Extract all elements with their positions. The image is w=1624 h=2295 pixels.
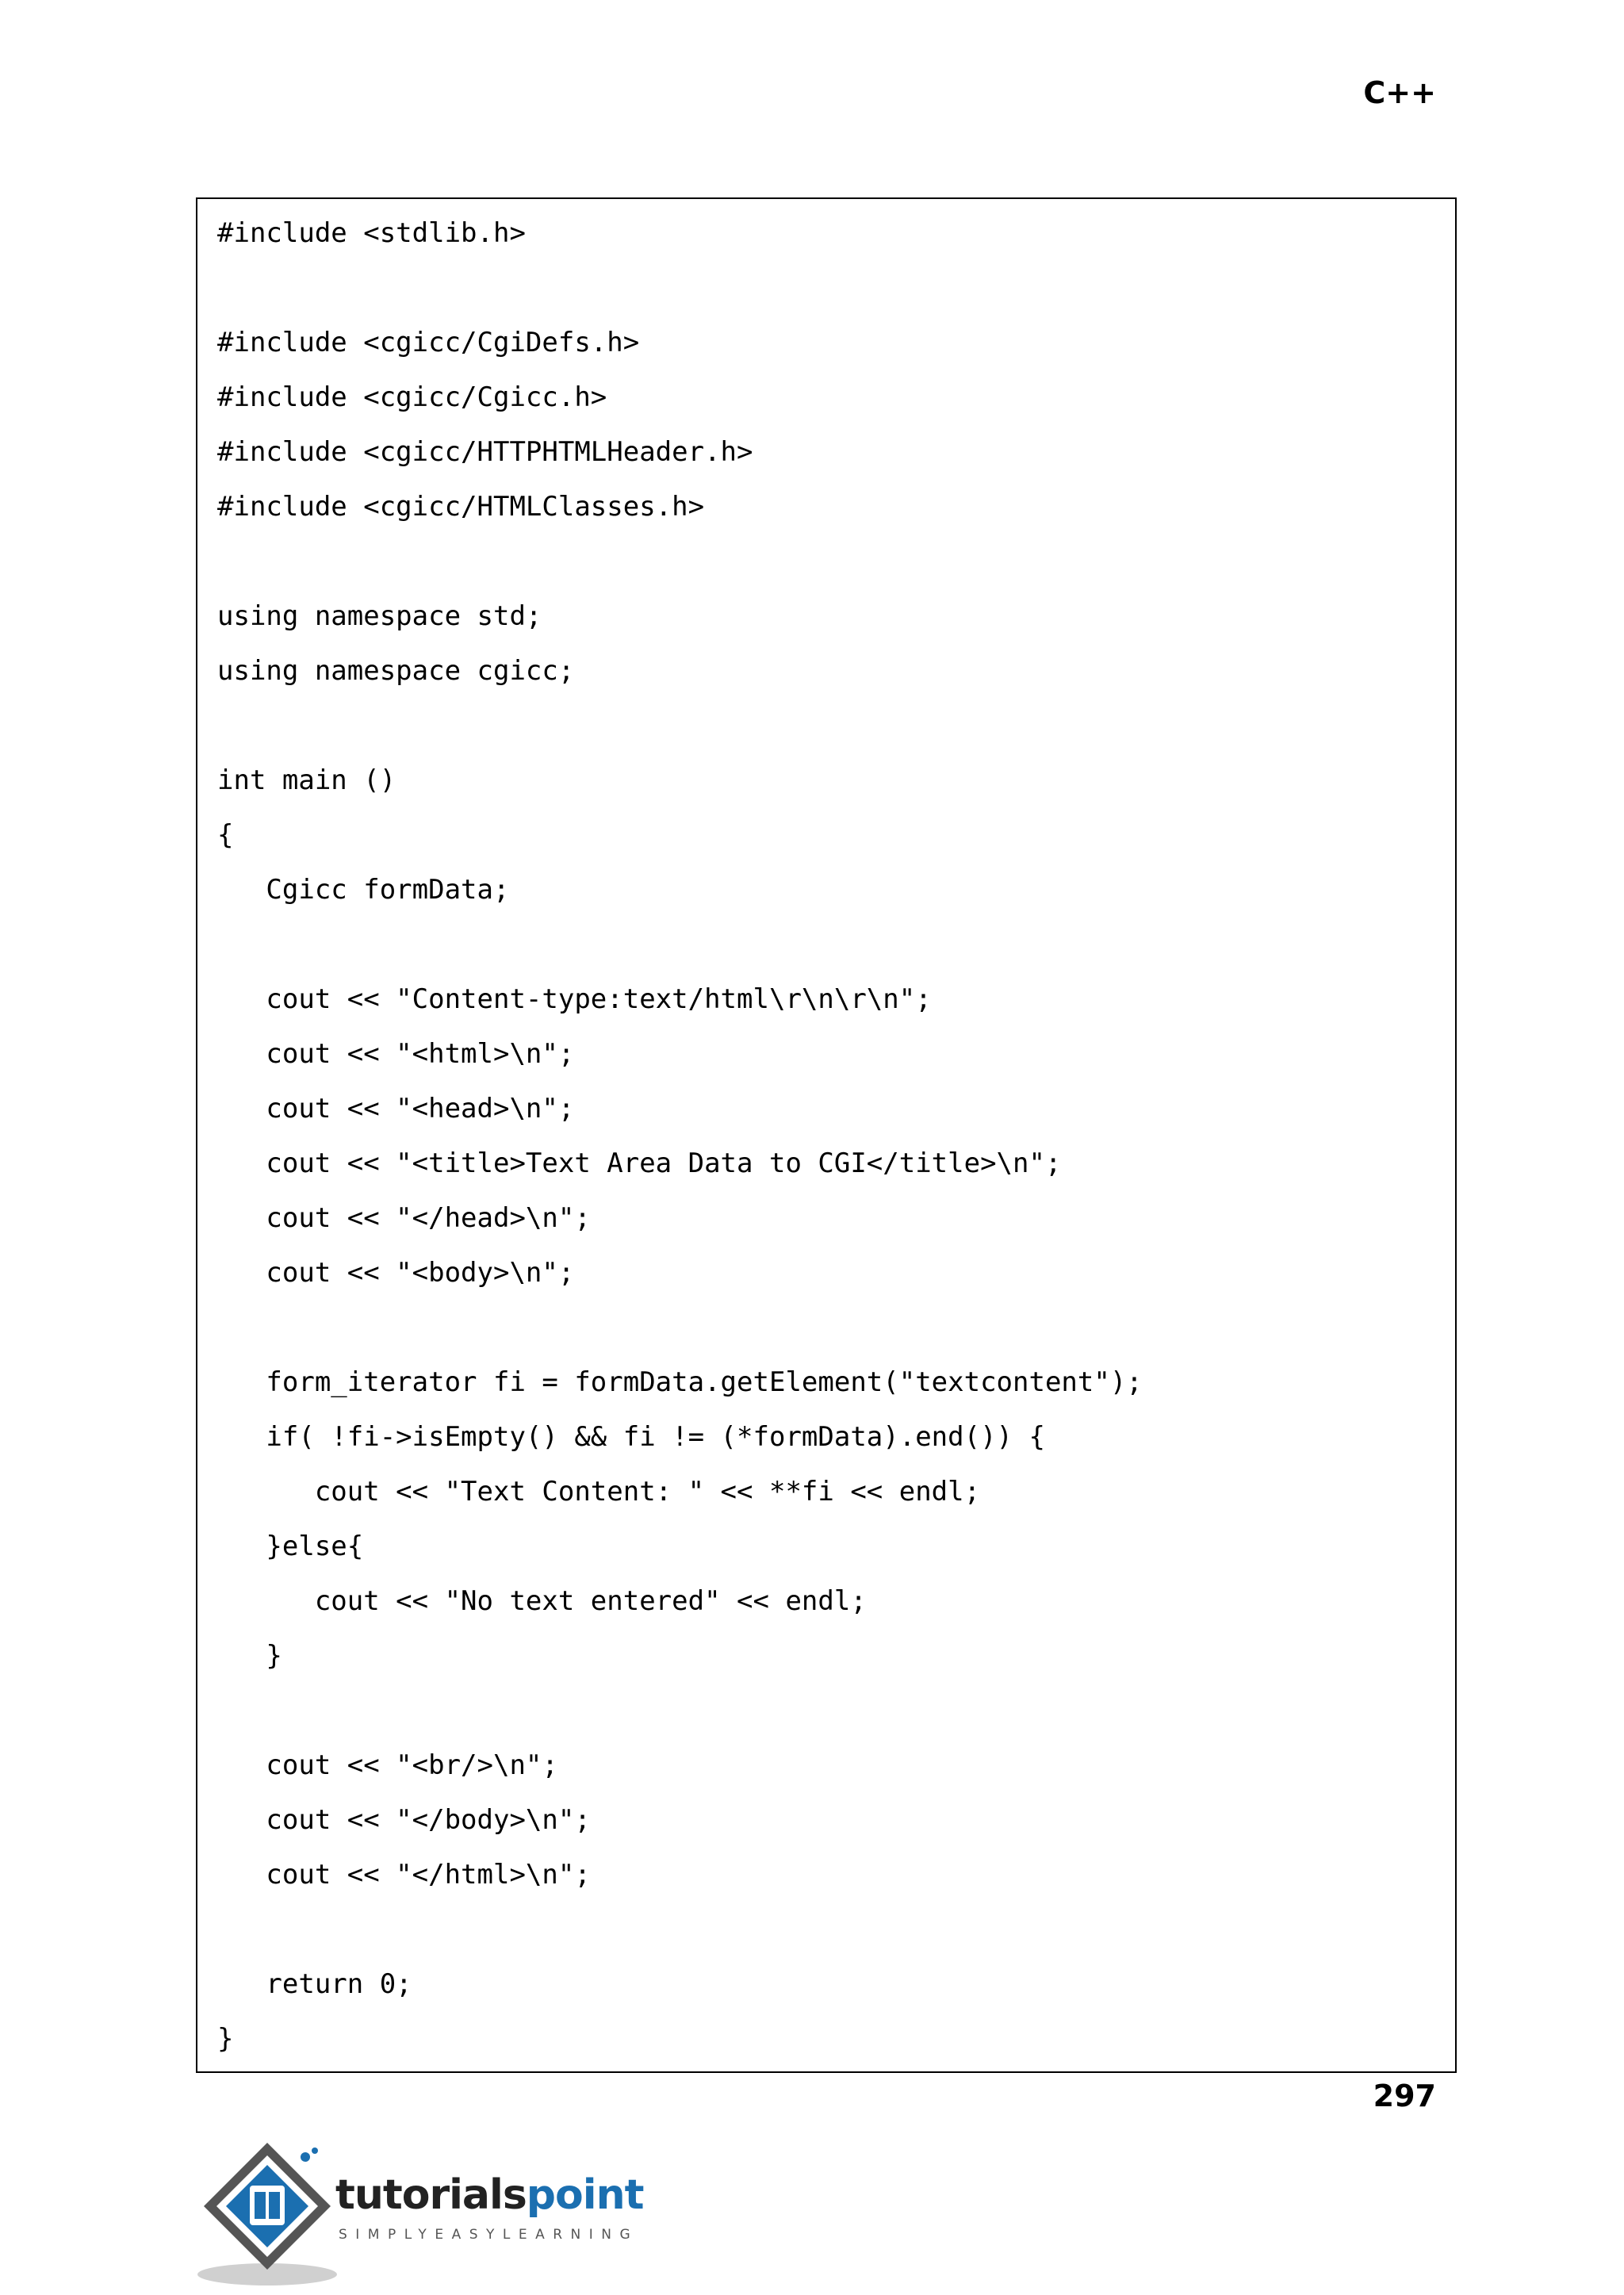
code-line: cout << "<title>Text Area Data to CGI</title>\n"; — [217, 1148, 1062, 1179]
code-line — [217, 1694, 1143, 1749]
logo-wordmark-part-1: tutorials — [335, 2171, 527, 2219]
code-line: }else{ — [217, 1531, 364, 1562]
code-line: using namespace cgicc; — [217, 655, 575, 687]
code-line: cout << "Content-type:text/html\r\n\r\n"; — [217, 983, 932, 1015]
code-line: if( !fi->isEmpty() && fi != (*formData).end()) { — [217, 1421, 1045, 1453]
code-line: #include <cgicc/CgiDefs.h> — [217, 327, 640, 358]
code-line — [217, 545, 1143, 600]
code-listing-box — [196, 197, 1457, 2073]
code-line: return 0; — [217, 1968, 412, 2000]
code-line — [217, 709, 1143, 764]
document-header-title: C++ — [1363, 75, 1436, 110]
code-line: cout << "</body>\n"; — [217, 1804, 591, 1836]
code-line: } — [217, 2023, 234, 2055]
code-line: { — [217, 819, 234, 851]
code-line — [217, 271, 1143, 326]
code-line: Cgicc formData; — [217, 874, 510, 906]
code-line: #include <stdlib.h> — [217, 217, 526, 249]
code-line: } — [217, 1640, 282, 1672]
code-line: using namespace std; — [217, 600, 542, 632]
code-line: #include <cgicc/Cgicc.h> — [217, 381, 607, 413]
page-number: 297 — [1373, 2079, 1436, 2113]
tutorialspoint-logo — [194, 2133, 686, 2292]
code-line: int main () — [217, 764, 396, 796]
code-line — [217, 1913, 1143, 1967]
code-line: cout << "Text Content: " << **fi << endl; — [217, 1476, 981, 1508]
logo-tagline: SIMPLYEASYLEARNING — [339, 2227, 639, 2243]
code-line — [217, 928, 1143, 983]
code-line: cout << "No text entered" << endl; — [217, 1585, 867, 1617]
code-line: cout << "<html>\n"; — [217, 1038, 575, 1070]
code-line: form_iterator fi = formData.getElement("textcontent"); — [217, 1366, 1143, 1398]
logo-wordmark-part-2: point — [526, 2171, 644, 2219]
code-lines — [217, 216, 1143, 2077]
code-line: cout << "</html>\n"; — [217, 1859, 591, 1891]
tutorialspoint-logo-mark-icon — [194, 2133, 345, 2292]
code-line: cout << "</head>\n"; — [217, 1202, 591, 1234]
code-line: cout << "<head>\n"; — [217, 1093, 575, 1125]
code-line — [217, 1311, 1143, 1366]
logo-wordmark — [335, 2171, 644, 2219]
code-line: #include <cgicc/HTTPHTMLHeader.h> — [217, 436, 753, 468]
code-line: #include <cgicc/HTMLClasses.h> — [217, 491, 705, 523]
code-line: cout << "<br/>\n"; — [217, 1749, 558, 1781]
code-line: cout << "<body>\n"; — [217, 1257, 575, 1289]
